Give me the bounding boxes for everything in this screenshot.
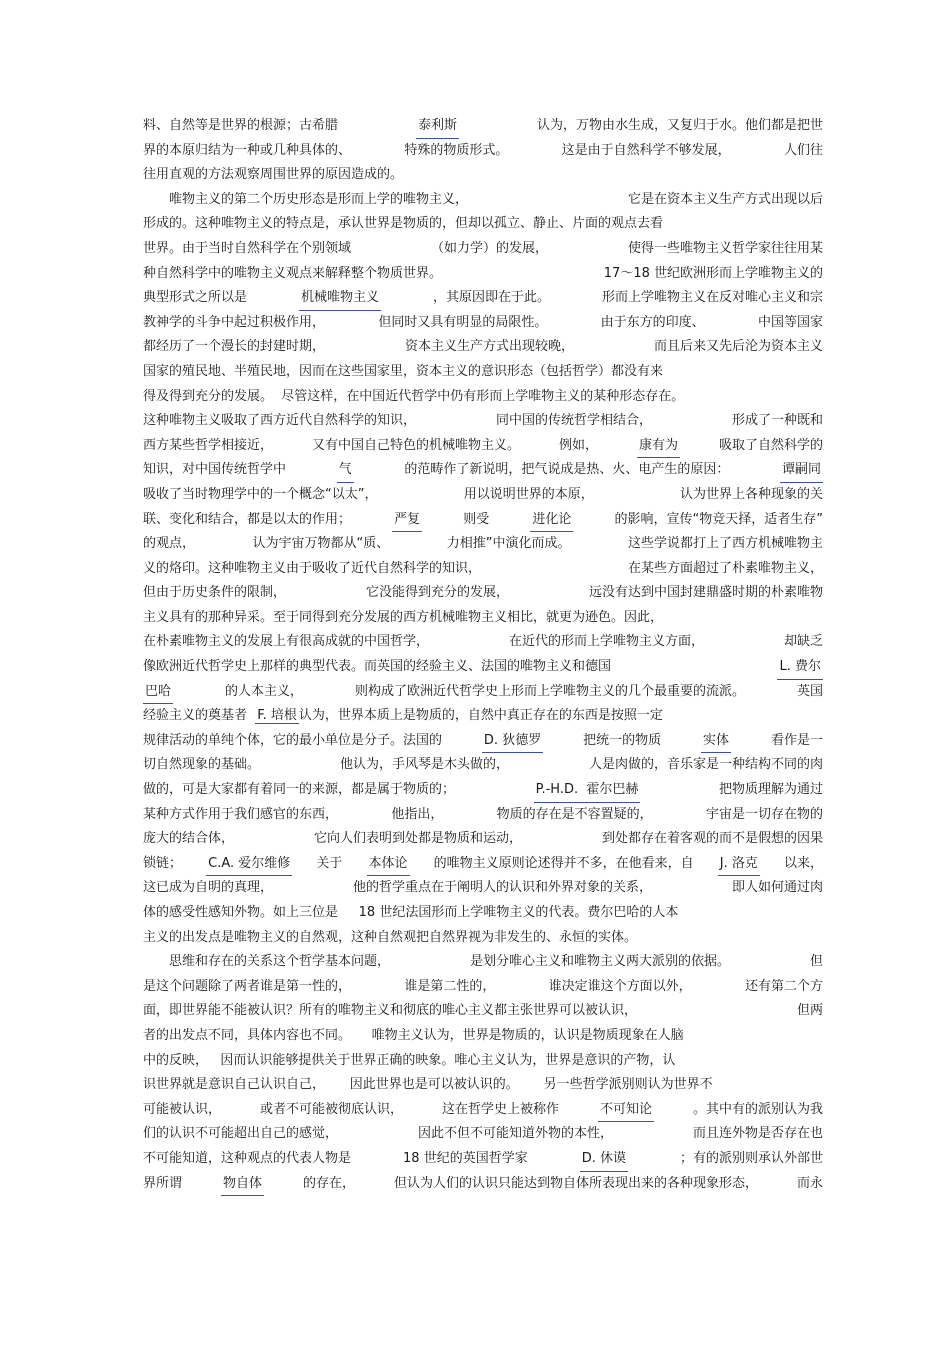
text-segment: ，其原因即在于此。	[432, 290, 550, 306]
text-segment: 在近代的形而上学唯物主义方面，	[508, 634, 704, 650]
text-line	[143, 483, 823, 508]
text-line	[143, 1172, 823, 1197]
text-line	[143, 237, 823, 262]
text-line	[143, 680, 823, 705]
text-line	[143, 508, 823, 533]
text-segment: 因此不但不可能知道外物的本性，	[417, 1126, 613, 1142]
text-line	[143, 139, 823, 164]
term-link[interactable]: 严复	[392, 508, 422, 533]
text-segment: 则构成了欧洲近代哲学史上形而上学唯物主义的几个最重要的流派。	[354, 683, 745, 699]
text-line	[143, 532, 823, 557]
text-line	[143, 999, 823, 1024]
text-segment: 的影响，宣传“物竞天择，适者生存”	[614, 511, 823, 527]
text-segment: 这在哲学史上被称作	[441, 1101, 559, 1117]
text-segment: 界的本原归结为一种或几种具体的、	[143, 142, 352, 158]
text-segment: 把物质理解为通过	[718, 782, 823, 798]
term-link[interactable]: 不可知论	[598, 1098, 654, 1123]
text-segment: 却缺乏	[783, 634, 823, 650]
text-line	[143, 803, 823, 828]
text-segment: 使得一些唯物主义哲学家往往用某	[627, 240, 823, 256]
term-link[interactable]: 本体论	[367, 852, 410, 877]
text-line	[143, 630, 823, 655]
text-segment: 切自然现象的基础。	[143, 757, 261, 773]
text-segment: 而且后来又先后沦为资本主义	[653, 339, 823, 355]
text-segment: 知识，对中国传统哲学中	[143, 462, 287, 478]
text-segment: 认为宇宙万物都从“质、	[252, 536, 390, 552]
text-segment: 人们往	[783, 142, 823, 158]
text-line	[143, 557, 823, 582]
text-segment: 种自然科学中的唯物主义观点来解释整个物质世界。	[143, 265, 443, 281]
text-segment: 往用直观的方法观察周围世界的原因造成的。	[143, 167, 404, 183]
text-segment: 者的出发点不同，具体内容也不同。 唯物主义认为，世界是物质的，认识是物质现象在人脑	[143, 1027, 684, 1043]
text-segment: 这是由于自然科学不够发展，	[561, 142, 731, 158]
text-segment: 。其中有的派别认为我	[692, 1101, 823, 1117]
text-segment: 庞大的结合体，	[143, 831, 235, 847]
text-segment: 英国	[796, 683, 823, 699]
text-segment: 国家的殖民地、半殖民地，因而在这些国家里，资本主义的意识形态（包括哲学）都没有来	[143, 363, 664, 379]
term-link[interactable]: J. 洛克	[718, 852, 760, 877]
text-segment: 远没有达到中国封建鼎盛时期的朴素唯物	[588, 585, 823, 601]
term-link[interactable]: P.-H.D. 霍尔巴赫	[534, 778, 641, 803]
text-segment: 西方某些哲学相接近，	[143, 437, 274, 453]
text-segment: 世界。由于当时自然科学在个别领域	[143, 240, 352, 256]
text-segment: 可能被认识，	[143, 1101, 222, 1117]
text-segment: 力相推”中演化而成。	[446, 536, 571, 552]
text-line	[143, 286, 823, 311]
text-segment: 认为世界上各种现象的关	[679, 486, 823, 502]
text-segment: 经验主义的奠基者	[143, 708, 256, 724]
text-segment: 们的认识不可能超出自己的感觉，	[143, 1126, 339, 1142]
text-segment: 用以说明世界的本原，	[463, 486, 594, 502]
term-link[interactable]: 康有为	[637, 434, 680, 459]
text-segment: 是划分唯心主义和唯物主义两大派别的依据。	[469, 954, 730, 970]
text-segment: 又有中国自己特色的机械唯物主义。	[311, 437, 520, 453]
text-segment: 教神学的斗争中起过积极作用，	[143, 314, 326, 330]
text-segment: 做的，可是大家都有着同一的来源，都是属于物质的；	[143, 782, 456, 798]
text-line	[143, 926, 823, 951]
text-segment: 主义的出发点是唯物主义的自然观，这种自然观把自然界视为非发生的、永恒的实体。	[143, 929, 638, 945]
text-segment: 17～18 世纪欧洲形而上学唯物主义的	[603, 265, 823, 281]
text-line	[143, 1098, 823, 1123]
body-text	[143, 114, 823, 1196]
text-line	[143, 212, 823, 237]
text-segment: 规律活动的单纯个体，它的最小单位是分子。法国的	[143, 732, 443, 748]
text-segment: 锁链；	[143, 855, 183, 871]
text-line	[143, 311, 823, 336]
text-segment: 它是在资本主义生产方式出现以后	[627, 191, 823, 207]
text-line	[143, 335, 823, 360]
text-segment: 以来，	[783, 855, 823, 871]
term-link[interactable]: 机械唯物主义	[299, 286, 381, 311]
text-segment: ；有的派别则承认外部世	[679, 1150, 823, 1166]
text-segment: 而永	[796, 1175, 823, 1191]
term-link[interactable]: D. 狄德罗	[482, 729, 543, 754]
text-line	[143, 114, 823, 139]
text-segment: 到处都存在着客观的而不是假想的因果	[601, 831, 823, 847]
text-line	[143, 163, 823, 188]
text-line	[143, 704, 823, 729]
term-link[interactable]: L. 费尔	[777, 655, 823, 680]
text-line	[143, 876, 823, 901]
text-segment: 这种唯物主义吸取了西方近代自然科学的知识，	[143, 413, 417, 429]
term-link[interactable]: 进化论	[530, 508, 573, 533]
text-segment: 吸收了当时物理学中的一个概念“以太”，	[143, 486, 378, 502]
text-segment: 还有第二个方	[744, 978, 823, 994]
text-segment: 而且连外物是否存在也	[692, 1126, 823, 1142]
text-segment: 的观点，	[143, 536, 196, 552]
term-link[interactable]: 气	[337, 458, 354, 483]
text-segment: 把统一的物质	[583, 732, 662, 748]
text-segment: 形成的。这种唯物主义的特点是，承认世界是物质的，但却以孤立、静止、片面的观点去看	[143, 216, 664, 232]
term-link[interactable]: 泰利斯	[416, 114, 459, 139]
text-line	[143, 188, 823, 213]
text-segment: 物质的存在是不容置疑的，	[496, 806, 653, 822]
text-line	[143, 778, 823, 803]
term-link[interactable]: C.A. 爱尔维修	[206, 852, 292, 877]
text-segment: 得及得到充分的发展。	[143, 388, 274, 404]
text-line	[143, 434, 823, 459]
text-segment: 但由于历史条件的限制，	[143, 585, 287, 601]
text-segment: （如力学）的发展，	[430, 240, 548, 256]
text-segment: 则受	[463, 511, 490, 527]
text-segment: 但	[809, 954, 823, 970]
text-segment: 体的感受性感知外物。如上三位是 18 世纪法国形而上学唯物主义的代表。费尔巴哈的人本	[143, 905, 679, 920]
text-segment: 的唯物主义原则论述得并不多，在他看来，自	[433, 855, 694, 871]
text-line	[143, 852, 823, 877]
text-segment: 但同时又具有明显的局限性。	[378, 314, 548, 330]
text-segment: 例如，	[558, 437, 598, 453]
term-link[interactable]: F. 培根	[257, 708, 297, 724]
text-segment: 关于	[316, 855, 343, 871]
text-segment: 宇宙是一切存在物的	[705, 806, 823, 822]
text-segment: 它没能得到充分的发展，	[365, 585, 509, 601]
text-segment: 认为，世界本质上是物质的，自然中真正存在的东西是按照一定	[298, 708, 663, 724]
text-line	[143, 606, 823, 631]
text-segment: 义的烙印。这种唯物主义由于吸收了近代自然科学的知识，	[143, 560, 482, 576]
text-line	[143, 360, 823, 385]
text-segment: 但两	[796, 1003, 823, 1019]
text-line	[143, 1147, 823, 1172]
text-segment: 料、自然等是世界的根源；古希腊	[143, 118, 339, 133]
text-line	[143, 1073, 823, 1098]
text-segment: 中国等国家	[757, 314, 823, 330]
text-segment: 谁是第二性的，	[404, 978, 496, 994]
text-segment: 在朴素唯物主义的发展上有很高成就的中国哲学，	[143, 634, 430, 650]
text-segment: 特殊的物质形式。	[404, 142, 509, 158]
text-segment: 资本主义生产方式出现较晚，	[404, 339, 574, 355]
text-segment: 认为，万物由水生成，又复归于水。他们都是把世	[536, 118, 823, 133]
text-line	[143, 901, 823, 926]
text-segment: 典型形式之所以是	[143, 290, 248, 306]
text-line	[143, 409, 823, 434]
text-segment: 这些学说都打上了西方机械唯物主	[627, 536, 823, 552]
text-segment: 联、变化和结合，都是以太的作用；	[143, 511, 352, 527]
text-line	[143, 950, 823, 975]
text-segment: 的存在，	[302, 1175, 355, 1191]
text-segment: 谁决定谁这个方面以外，	[548, 978, 692, 994]
text-segment: 或者不可能被彻底认识，	[259, 1101, 403, 1117]
text-segment: 在某些方面超过了朴素唯物主义，	[627, 560, 823, 576]
text-segment: 面，即世界能不能被认识？所有的唯物主义和彻底的唯心主义都主张世界可以被认识，	[143, 1003, 638, 1019]
text-segment: 是这个问题除了两者谁是第一性的，	[143, 978, 352, 994]
text-segment: 他认为，手风琴是木头做的，	[339, 757, 509, 773]
text-segment: 人是肉做的，音乐家是一种结构不同的肉	[588, 757, 823, 773]
text-segment: 即人如何通过肉	[731, 880, 823, 896]
text-segment: 他的哲学重点在于阐明人的认识和外界对象的关系，	[352, 880, 652, 896]
text-segment: 18 世纪的英国哲学家	[403, 1150, 528, 1166]
text-segment: 但认为人们的认识只能达到物自体所表现出来的各种现象形态，	[393, 1175, 758, 1191]
term-link[interactable]: D. 休谟	[580, 1147, 628, 1172]
text-segment: 像欧洲近代哲学史上那样的典型代表。而英国的经验主义、法国的唯物主义和德国	[143, 659, 612, 675]
text-line	[143, 458, 823, 483]
text-segment: 唯物主义的第二个历史形态是形而上学的唯物主义，	[169, 191, 469, 207]
text-segment: 界所谓	[143, 1175, 183, 1191]
text-segment: 尽管这样，在中国近代哲学中仍有形而上学唯物主义的某种形态存在。	[273, 388, 685, 404]
text-segment: 由于东方的印度、	[600, 314, 705, 330]
text-segment: 主义具有的那种异采。至于同得到充分发展的西方机械唯物主义相比，就更为逊色。因此，	[143, 609, 664, 625]
text-segment: 形而上学唯物主义在反对唯心主义和宗	[601, 290, 823, 306]
text-segment: 吸取了自然科学的	[718, 437, 823, 453]
text-segment: 同中国的传统哲学相结合，	[495, 413, 652, 429]
term-link[interactable]: 物自体	[221, 1172, 264, 1197]
text-line	[143, 1122, 823, 1147]
text-segment: 看作是一	[770, 732, 823, 748]
text-line	[143, 385, 823, 410]
term-link[interactable]: 实体	[701, 729, 731, 754]
text-segment: 某种方式作用于我们感官的东西，	[143, 806, 339, 822]
term-link[interactable]: 谭嗣同	[780, 458, 823, 483]
text-segment: 它向人们表明到处都是物质和运动，	[313, 831, 522, 847]
text-line	[143, 262, 823, 287]
term-link[interactable]: 巴哈	[143, 680, 173, 705]
text-segment: 思维和存在的关系这个哲学基本问题，	[169, 954, 391, 970]
text-segment: 的人本主义，	[224, 683, 303, 699]
text-line	[143, 1024, 823, 1049]
text-line	[143, 729, 823, 754]
text-segment: 这已成为自明的真理，	[143, 880, 274, 896]
text-segment: 识世界就是意识自己认识自己， 因此世界也是可以被认识的。 另一些哲学派别则认为世界不	[143, 1077, 713, 1093]
text-line	[143, 975, 823, 1000]
text-line	[143, 655, 823, 680]
text-segment: 不可能知道，这种观点的代表人物是	[143, 1150, 352, 1166]
text-segment: 他指出，	[391, 806, 444, 822]
text-line	[143, 753, 823, 778]
text-segment: 形成了一种既和	[731, 413, 823, 429]
text-line	[143, 827, 823, 852]
text-segment: 的范畴作了新说明，把气说成是热、火、电产生的原因：	[404, 462, 730, 478]
text-line	[143, 1049, 823, 1074]
text-line	[143, 581, 823, 606]
text-segment: 都经历了一个漫长的封建时期，	[143, 339, 326, 355]
text-segment: 中的反映， 因而认识能够提供关于世界正确的映象。唯心主义认为，世界是意识的产物，认	[143, 1052, 676, 1068]
